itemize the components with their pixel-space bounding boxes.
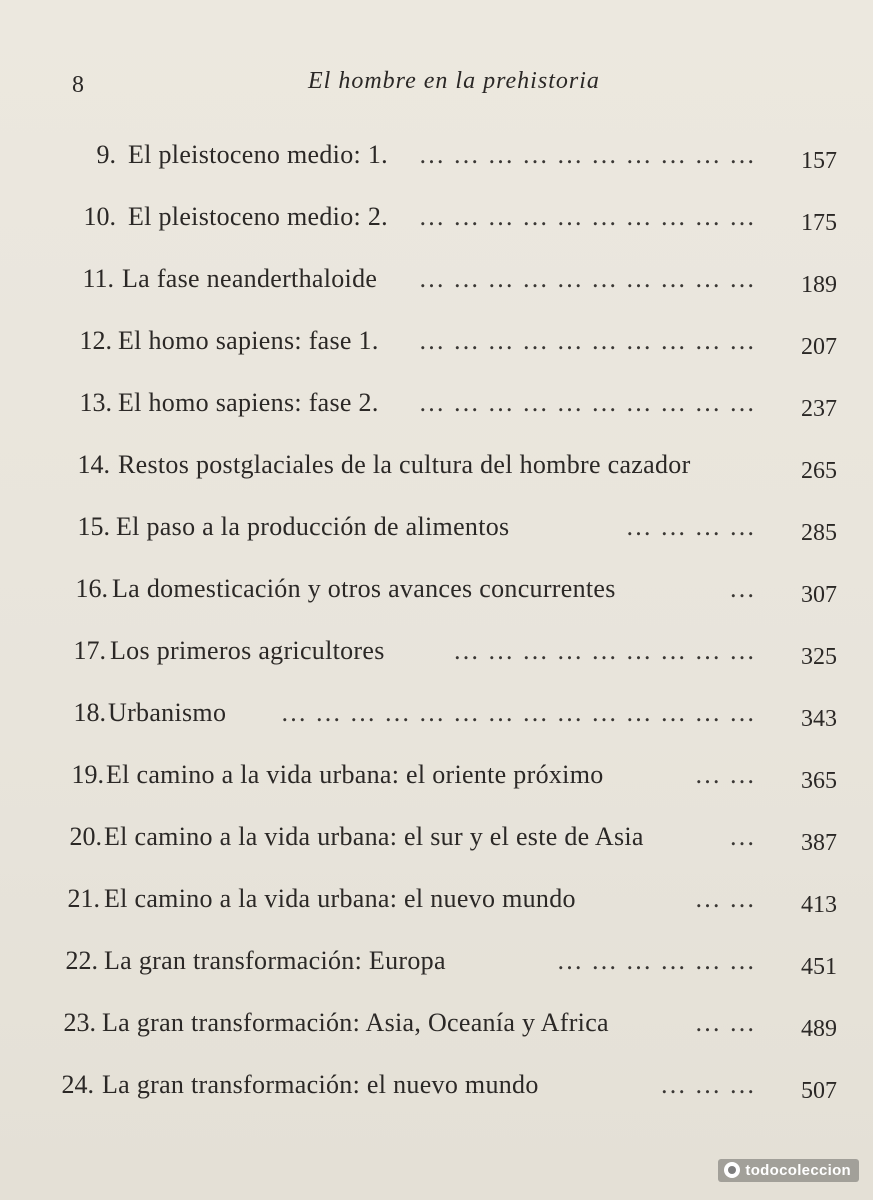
dot-leaders: … … … … … … … … … <box>453 636 756 665</box>
chapter-number: 15. <box>77 512 110 541</box>
chapter-page: 265 <box>801 458 837 484</box>
chapter-title: El homo sapiens: fase 1. <box>118 326 379 355</box>
chapter-title: Urbanismo <box>108 698 227 727</box>
toc-entry <box>0 512 873 552</box>
site-watermark <box>718 1159 859 1182</box>
watermark-text: todocoleccion <box>745 1162 851 1179</box>
dot-leaders: … … … <box>660 1070 756 1099</box>
chapter-number: 16. <box>75 574 108 603</box>
chapter-title: La gran transformación: el nuevo mundo <box>102 1070 539 1099</box>
dot-leaders: … … … … … … … … … … <box>418 388 756 417</box>
chapter-number: 17. <box>73 636 106 665</box>
dot-leaders: … … … … … … … … … … … … … … <box>280 698 756 727</box>
toc-entry <box>0 698 873 738</box>
toc-entry <box>0 388 873 428</box>
chapter-number: 9. <box>96 140 116 169</box>
chapter-page: 189 <box>801 272 837 298</box>
chapter-number: 24. <box>61 1070 94 1099</box>
chapter-page: 413 <box>801 892 837 918</box>
dot-leaders: … <box>729 822 756 851</box>
chapter-title: La fase neanderthaloide <box>122 264 378 293</box>
chapter-title: El paso a la producción de alimentos <box>116 512 510 541</box>
chapter-page: 325 <box>801 644 837 670</box>
chapter-page: 489 <box>801 1016 837 1042</box>
chapter-page: 285 <box>801 520 837 546</box>
chapter-page: 237 <box>801 396 837 422</box>
chapter-title: La gran transformación: Europa <box>104 946 446 975</box>
chapter-page: 207 <box>801 334 837 360</box>
dot-leaders: … … <box>694 1008 756 1037</box>
chapter-number: 12. <box>79 326 112 355</box>
chapter-number: 11. <box>82 264 114 293</box>
toc-entry <box>0 326 873 366</box>
chapter-title: La domesticación y otros avances concurrentes <box>112 574 616 603</box>
toc-entry <box>0 884 873 924</box>
chapter-title: El camino a la vida urbana: el sur y el este de Asia <box>104 822 644 851</box>
chapter-number: 10. <box>83 202 116 231</box>
chapter-number: 13. <box>79 388 112 417</box>
toc-entry <box>0 760 873 800</box>
toc-entry <box>0 1008 873 1048</box>
toc-entry <box>0 450 873 490</box>
chapter-title: El pleistoceno medio: 1. <box>128 140 388 169</box>
chapter-title: El camino a la vida urbana: el oriente próximo <box>106 760 604 789</box>
chapter-page: 175 <box>801 210 837 236</box>
toc-entry <box>0 822 873 862</box>
running-title: El hombre en la prehistoria <box>308 68 600 94</box>
chapter-number: 22. <box>65 946 98 975</box>
toc-entry <box>0 946 873 986</box>
dot-leaders: … … … … <box>625 512 756 541</box>
chapter-page: 343 <box>801 706 837 732</box>
page-number: 8 <box>72 72 84 98</box>
chapter-page: 451 <box>801 954 837 980</box>
chapter-title: Restos postglaciales de la cultura del hombre cazador <box>118 450 691 479</box>
toc-entry <box>0 202 873 242</box>
toc-entry <box>0 140 873 180</box>
chapter-number: 19. <box>71 760 104 789</box>
chapter-page: 157 <box>801 148 837 174</box>
dot-leaders: … … … … … … … … … … <box>418 326 756 355</box>
chapter-number: 23. <box>63 1008 96 1037</box>
chapter-title: El camino a la vida urbana: el nuevo mundo <box>104 884 576 913</box>
chapter-page: 387 <box>801 830 837 856</box>
chapter-number: 14. <box>77 450 110 479</box>
dot-leaders: … <box>729 574 756 603</box>
chapter-number: 20. <box>69 822 102 851</box>
chapter-number: 21. <box>67 884 100 913</box>
chapter-title: El homo sapiens: fase 2. <box>118 388 379 417</box>
dot-leaders: … … … … … … <box>556 946 756 975</box>
toc-entry <box>0 636 873 676</box>
chapter-page: 507 <box>801 1078 837 1104</box>
dot-leaders: … … … … … … … … … … <box>418 140 756 169</box>
chapter-title: La gran transformación: Asia, Oceanía y Africa <box>102 1008 609 1037</box>
dot-leaders: … … … … … … … … … … <box>418 264 756 293</box>
chapter-title: Los primeros agricultores <box>110 636 385 665</box>
dot-leaders: … … <box>694 760 756 789</box>
chapter-title: El pleistoceno medio: 2. <box>128 202 388 231</box>
chapter-number: 18. <box>73 698 106 727</box>
dot-leaders: … … … … … … … … … … <box>418 202 756 231</box>
toc-entry <box>0 1070 873 1110</box>
chapter-page: 307 <box>801 582 837 608</box>
page-header <box>0 68 873 108</box>
todocoleccion-logo-icon <box>724 1162 740 1178</box>
chapter-page: 365 <box>801 768 837 794</box>
toc-entry <box>0 574 873 614</box>
toc-entry <box>0 264 873 304</box>
dot-leaders: … … <box>694 884 756 913</box>
